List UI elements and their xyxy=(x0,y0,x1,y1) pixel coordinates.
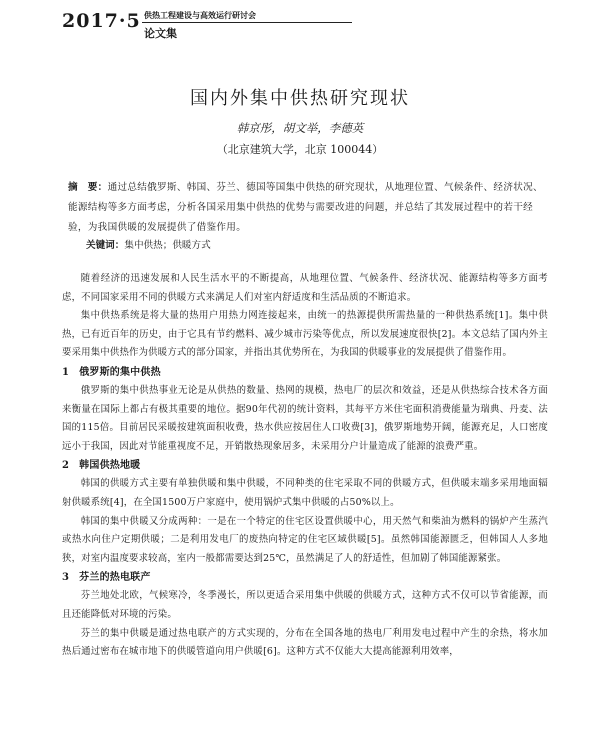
authors: 韩京彤，胡文举，李德英 xyxy=(236,121,364,135)
abstract-text: 通过总结俄罗斯、韩国、芬兰、德国等国集中供热的研究现状，从地理位置、气候条件、经济状况、能源结构等多方面考虑，分析各国采用集中供热的优势与需要改进的问题，并总结了其发展过程中的若干经验，为我国供暖的发展提供了借鉴作用。 xyxy=(68,182,543,233)
header-conference: 供热工程建设与高效运行研讨会 xyxy=(144,10,256,20)
abstract-label: 摘 要： xyxy=(68,182,108,193)
keywords-text: 集中供热；供暖方式 xyxy=(124,240,211,251)
section-3-paragraph-1: 芬兰地处北欧，气候寒冷，冬季漫长，所以更适合采用集中供暖的供暖方式，这种方式不仅可以节省能源，而且还能降低对环境的污染。 xyxy=(62,590,548,620)
keywords-label: 关键词： xyxy=(86,240,125,251)
section-2-paragraph-1: 韩国的供暖方式主要有单独供暖和集中供暖，不同种类的住宅采取不同的供暖方式，但供暖末端多采用地面辐射供暖系统[4]，在全国1500万户家庭中，使用锅炉式集中供暖的占50%以上。 xyxy=(62,478,548,508)
header-year: 2017·5 xyxy=(62,10,141,32)
page-header xyxy=(62,10,532,40)
header-collection: 论文集 xyxy=(144,27,177,40)
section-3-heading xyxy=(62,568,548,587)
keywords xyxy=(86,237,546,251)
section-1-title: 俄罗斯的集中供热 xyxy=(79,366,161,378)
section-1-number: 1 xyxy=(62,366,70,378)
affiliation: （北京建筑大学，北京 100044） xyxy=(216,143,384,156)
section-2-heading xyxy=(62,456,548,475)
abstract xyxy=(68,178,546,238)
body-text xyxy=(62,270,548,662)
section-2-paragraph-2: 韩国的集中供暖又分成两种：一是在一个特定的住宅区设置供暖中心，用天然气和柴油为燃料的锅炉产生蒸汽或热水向住户定期供暖；二是利用发电厂的废热向特定的住宅区域供暖[5]。虽然韩国能源匮乏，但韩国人人多地狭，对室内温度要求较高，室内一般都需要达到25℃，虽然满足了人的舒适性，但加剧了韩国能源紧张。 xyxy=(62,515,548,564)
section-3-title: 芬兰的热电联产 xyxy=(79,572,151,584)
section-2-title: 韩国供热地暖 xyxy=(79,460,141,472)
section-1-paragraph-1: 俄罗斯的集中供热事业无论是从供热的数量、热网的规模，热电厂的层次和效益，还是从供热综合技术各方面来衡量在国际上都占有极其重要的地位。据90年代初的统计资料，其每平方米住宅面积消费能量为瑞典、丹麦、法国的115倍。目前居民采暖按建筑面积收费，热水供应按居住人口收费[3]，俄罗斯地势开阔，能源充足，人口密度远小于我国，因此对节能重视度不足，开销散热现象居多，未采用分户计量造成了能源的浪费严重。 xyxy=(62,384,548,452)
section-3-paragraph-2: 芬兰的集中供暖是通过热电联产的方式实现的，分布在全国各地的热电厂利用发电过程中产生的余热，将水加热后通过密布在城市地下的供暖管道向用户供暖[6]。这种方式不仅能大大提高能源利用效率， xyxy=(62,627,548,658)
intro-paragraph-2: 集中供热系统是将大量的热用户用热力网连接起来，由统一的热源提供所需热量的一种供热系统[1]。集中供热，已有近百年的历史，由于它具有节约燃料、减少城市污染等优点，所以发展速度很快[2]。本文总结了国内外主要采用集中供热作为供暖方式的部分国家，并指出其优势所在，为我国的供暖事业的发展提供了借鉴作用。 xyxy=(62,310,548,359)
section-1-heading xyxy=(62,363,548,382)
intro-paragraph-1: 随着经济的迅速发展和人民生活水平的不断提高，从地理位置、气候条件、经济状况、能源结构等多方面考虑，不同国家采用不同的供暖方式来满足人们对室内舒适度和生活品质的不断追求。 xyxy=(62,273,548,303)
section-2-number: 2 xyxy=(62,460,70,472)
paper-title: 国内外集中供热研究现状 xyxy=(190,88,410,110)
section-3-number: 3 xyxy=(62,572,70,584)
header-rule xyxy=(142,22,352,23)
